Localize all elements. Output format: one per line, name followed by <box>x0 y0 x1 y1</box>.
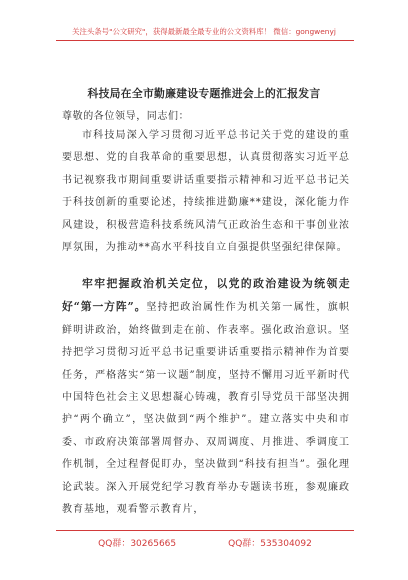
section-heading: 牢牢把握政治机关定位，以党的政治建设为统领走好“第一方阵”。 <box>62 277 350 314</box>
footer-divider <box>56 530 354 531</box>
header-divider <box>56 40 354 41</box>
document-title: 科技局在全市勤廉建设专题推进会上的汇报发言 <box>87 87 321 100</box>
header-banner: 关注头条号"公文研究"，获得最新最全最专业的公文资料库！ 微信：gongwenyj <box>72 27 336 36</box>
footer <box>56 536 354 549</box>
paragraph-intro <box>62 125 350 259</box>
footer-qq-group-1: QQ群：30265665 <box>98 539 177 549</box>
paragraph-intro-text: 市科技局深入学习贯彻习近平总书记关于党的建设的重要思想、党的自我革命的重要思想，认真贯彻落实习近平总书记视察我市期间重要讲话重要指示精神和习近平总书记关于科技创新的重要论述，持续推进勤廉**建设，深化能力作风建设，积极营造科技系统风清气正政治生态和干事创业浓厚氛围，为推动**高水平科技自立自强提供坚强纪律保障。 <box>62 130 350 254</box>
footer-qq-group-2: QQ群：535304092 <box>228 539 312 549</box>
salutation: 尊敬的各位领导，同志们： <box>62 111 190 122</box>
paragraph-political-building <box>62 273 350 521</box>
paragraph-political-building-text: 坚持把政治属性作为机关第一属性，旗帜鲜明讲政治，始终做到走在前、作表率。强化政治意识。坚持把学习贯彻习近平总书记重要讲话重要指示精神作为首要任务，严格落实“第一议题”制度，坚持不懈用习近平新时代中国特色社会主义思想凝心铸魂，教育引导党员干部坚决拥护“两个确立”，坚决做到“两个维护”。建立落实中央和市委、市政府决策部署周督办、双周调度、月推进、季调度工作机制，全过程督促盯办，坚决做到“科技有担当”。强化理论武装。深入开展党纪学习教育举办专题读书班，参观廉政教育基地，观看警示教育片， <box>62 302 350 516</box>
